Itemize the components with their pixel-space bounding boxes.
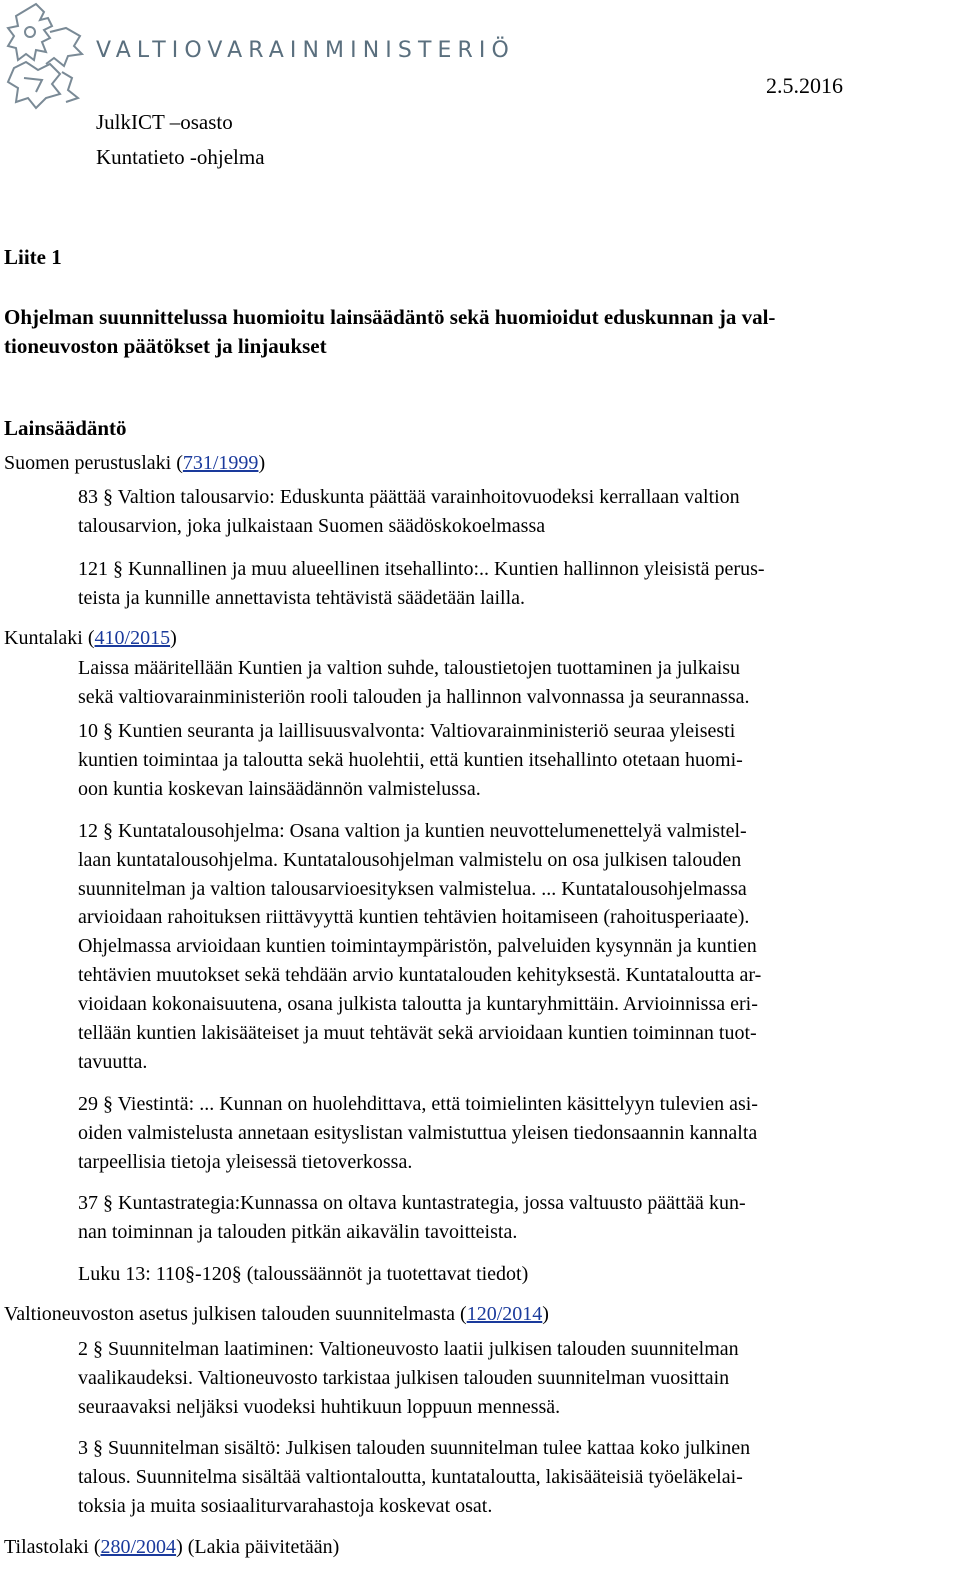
paragraph-line: tavuutta. bbox=[78, 1051, 148, 1073]
paragraph-line: Ohjelmassa arvioidaan kuntien toimintaympäristön, palveluiden kysynnän ja kuntien bbox=[78, 935, 757, 957]
law-tail: ) bbox=[170, 627, 177, 649]
paragraph-line: oon kuntia koskevan lainsäädännön valmistelussa. bbox=[78, 778, 481, 800]
paragraph-line: teista ja kunnille annettavista tehtävistä säädetään lailla. bbox=[78, 587, 526, 609]
law-name: Tilastolaki ( bbox=[4, 1536, 101, 1558]
law-reference-link[interactable]: 280/2004 bbox=[100, 1536, 177, 1558]
paragraph-line: nan toiminnan ja talouden pitkän aikavälin tavoitteista. bbox=[78, 1221, 518, 1243]
law-title bbox=[4, 1536, 339, 1559]
lion-emblem-logo bbox=[6, 2, 86, 110]
law-title bbox=[4, 1303, 549, 1326]
paragraph-line: tellään kuntien lakisääteiset ja muut tehtävät sekä arvioidaan kuntien toiminnan tuot- bbox=[78, 1022, 757, 1044]
law-title bbox=[4, 627, 177, 650]
paragraph-line: kuntien toimintaa ja taloutta sekä huolehtii, että kuntien itsehallinto otetaan huomi- bbox=[78, 749, 743, 771]
paragraph-line: arvioidaan rahoituksen riittävyyttä kuntien tehtävien hoitamiseen (rahoitusperiaate). bbox=[78, 906, 750, 928]
paragraph-line: Laissa määritellään Kuntien ja valtion suhde, taloustietojen tuottaminen ja julkaisu bbox=[78, 657, 741, 679]
paragraph-line: 29 § Viestintä: ... Kunnan on huolehdittava, että toimielinten käsittelyyn tulevien asi- bbox=[78, 1093, 758, 1115]
paragraph-line: tehtävien muutokset sekä tehdään arvio kuntatalouden kehityksestä. Kuntataloutta ar- bbox=[78, 964, 762, 986]
paragraph-line: 37 § Kuntastrategia:Kunnassa on oltava kuntastrategia, jossa valtuusto päättää kun- bbox=[78, 1192, 746, 1214]
ministry-wordmark: VALTIOVARAINMINISTERIÖ bbox=[96, 38, 515, 63]
paragraph-line: vioidaan kokonaisuutena, osana julkista taloutta ja kuntaryhmittäin. Arvioinnissa eri- bbox=[78, 993, 758, 1015]
law-name: Suomen perustuslaki ( bbox=[4, 452, 183, 474]
paragraph-line: 2 § Suunnitelman laatiminen: Valtioneuvosto laatii julkisen talouden suunnitelman bbox=[78, 1338, 739, 1360]
paragraph-line: talous. Suunnitelma sisältää valtiontaloutta, kuntataloutta, lakisääteisiä työeläkelai- bbox=[78, 1466, 743, 1488]
paragraph-line: suunnitelman ja valtion talousarvioesityksen valmistelua. ... Kuntatalousohjelmassa bbox=[78, 878, 747, 900]
paragraph-line: oiden valmistelusta annetaan esityslistan valmistuttua yleisen tiedonsaannin kannalta bbox=[78, 1122, 758, 1144]
paragraph-line: laan kuntatalousohjelma. Kuntatalousohjelman valmistelu on osa julkisen talouden bbox=[78, 849, 742, 871]
appendix-label: Liite 1 bbox=[4, 245, 62, 269]
document-date: 2.5.2016 bbox=[766, 73, 843, 98]
paragraph-line: 121 § Kunnallinen ja muu alueellinen itsehallinto:.. Kuntien hallinnon yleisistä perus- bbox=[78, 558, 765, 580]
document-title-line: Ohjelman suunnittelussa huomioitu lainsäädäntö sekä huomioidut eduskunnan ja val- bbox=[4, 305, 776, 329]
paragraph-line: 10 § Kuntien seuranta ja laillisuusvalvonta: Valtiovarainministeriö seuraa yleisesti bbox=[78, 720, 736, 742]
paragraph-line: vaalikaudeksi. Valtioneuvosto tarkistaa julkisen talouden suunnitelman vuosittain bbox=[78, 1367, 730, 1389]
section-heading: Lainsäädäntö bbox=[4, 416, 127, 440]
law-reference-link[interactable]: 410/2015 bbox=[94, 627, 171, 649]
paragraph-line: toksia ja muita sosiaaliturvarahastoja koskevat osat. bbox=[78, 1495, 493, 1517]
paragraph-line: 83 § Valtion talousarvio: Eduskunta päättää varainhoitovuodeksi kerrallaan valtion bbox=[78, 486, 740, 508]
law-name: Valtioneuvoston asetus julkisen talouden suunnitelmasta ( bbox=[4, 1303, 467, 1325]
document-title-line: tioneuvoston päätökset ja linjaukset bbox=[4, 334, 327, 358]
department-name: JulkICT –osasto bbox=[96, 110, 233, 134]
paragraph-line: talousarvion, joka julkaistaan Suomen säädöskokoelmassa bbox=[78, 515, 546, 537]
paragraph-line: 3 § Suunnitelman sisältö: Julkisen talouden suunnitelman tulee kattaa koko julkinen bbox=[78, 1437, 751, 1459]
law-title bbox=[4, 452, 265, 475]
program-name: Kuntatieto -ohjelma bbox=[96, 145, 265, 169]
paragraph-line: tarpeellisia tietoja yleisessä tietoverkossa. bbox=[78, 1151, 413, 1173]
law-name: Kuntalaki ( bbox=[4, 627, 95, 649]
law-tail: ) (Lakia päivitetään) bbox=[176, 1536, 340, 1558]
paragraph-line: 12 § Kuntatalousohjelma: Osana valtion ja kuntien neuvottelumenettelyä valmistel- bbox=[78, 820, 747, 842]
paragraph-line: seuraavaksi neljäksi vuodeksi huhtikuun loppuun mennessä. bbox=[78, 1396, 561, 1418]
law-tail: ) bbox=[258, 452, 266, 474]
law-reference-link[interactable]: 731/1999 bbox=[182, 452, 259, 474]
paragraph-line: sekä valtiovarainministeriön rooli talouden ja hallinnon valvonnassa ja seurannassa. bbox=[78, 686, 750, 708]
law-tail: ) bbox=[542, 1303, 549, 1325]
law-reference-link[interactable]: 120/2014 bbox=[466, 1303, 543, 1325]
paragraph-line: Luku 13: 110§-120§ (taloussäännöt ja tuotettavat tiedot) bbox=[78, 1263, 529, 1285]
